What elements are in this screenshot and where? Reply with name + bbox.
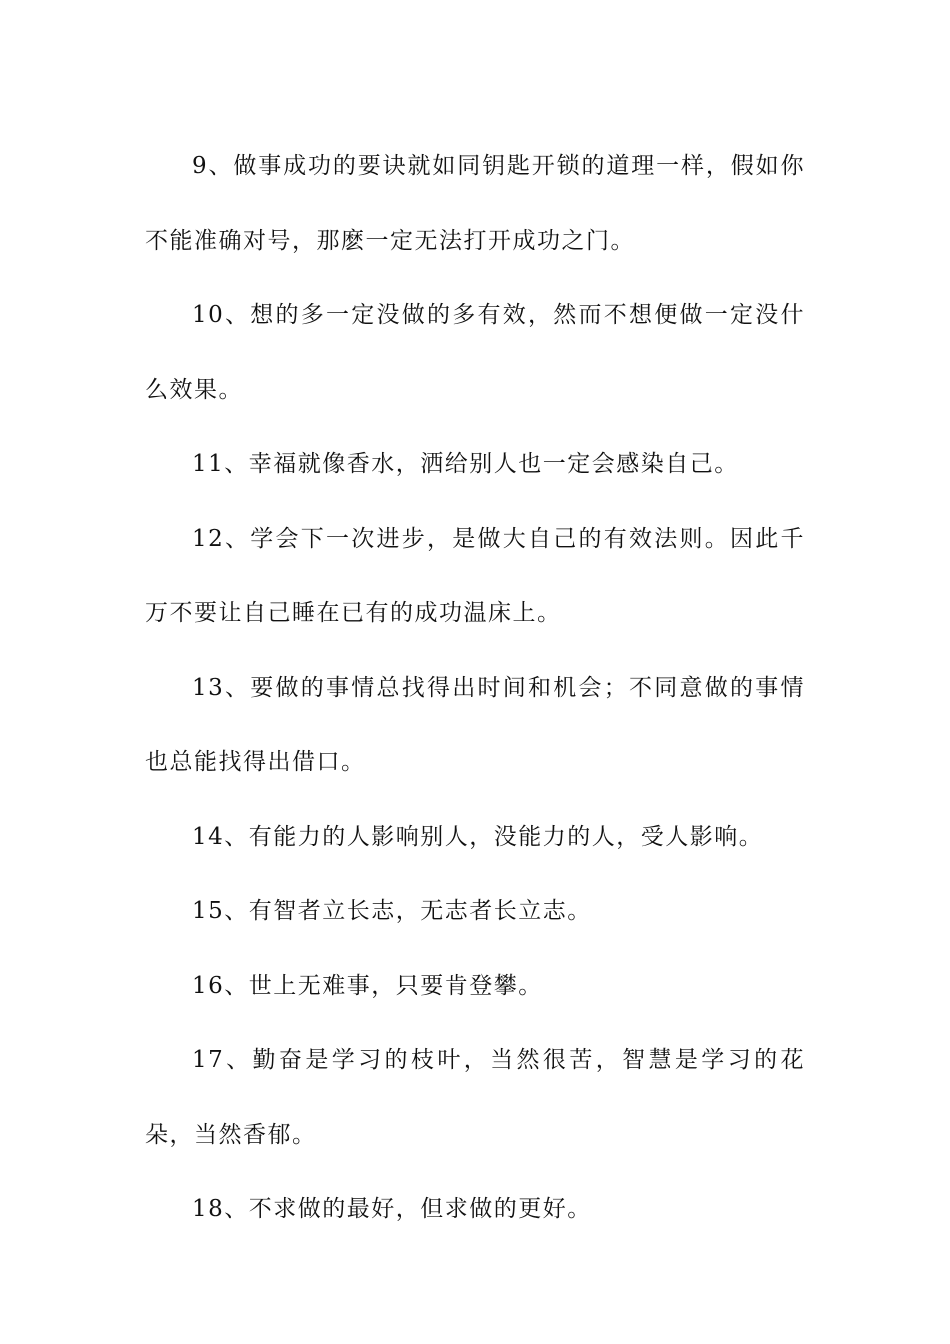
paragraph-13: 13、要做的事情总找得出时间和机会；不同意做的事情也总能找得出借口。 [145, 674, 805, 775]
document-body [145, 129, 805, 1247]
paragraph-11: 11、幸福就像香水，洒给别人也一定会感染自己。 [192, 451, 739, 477]
paragraph-14: 14、有能力的人影响别人，没能力的人，受人影响。 [192, 823, 764, 850]
paragraph-15: 15、有智者立长志，无志者长立志。 [192, 898, 592, 924]
paragraph-17: 17、勤奋是学习的枝叶，当然很苦，智慧是学习的花朵，当然香郁。 [145, 1047, 805, 1148]
paragraph-9: 9、做事成功的要诀就如同钥匙开锁的道理一样，假如你不能准确对号，那麽一定无法打开成功之门。 [145, 153, 805, 254]
paragraph-12: 12、学会下一次进步，是做大自己的有效法则。因此千万不要让自己睡在已有的成功温床上。 [145, 525, 805, 626]
paragraph-10: 10、想的多一定没做的多有效，然而不想便做一定没什么效果。 [145, 302, 805, 403]
paragraph-18: 18、不求做的最好，但求做的更好。 [192, 1196, 592, 1222]
paragraph-16: 16、世上无难事，只要肯登攀。 [192, 972, 543, 999]
